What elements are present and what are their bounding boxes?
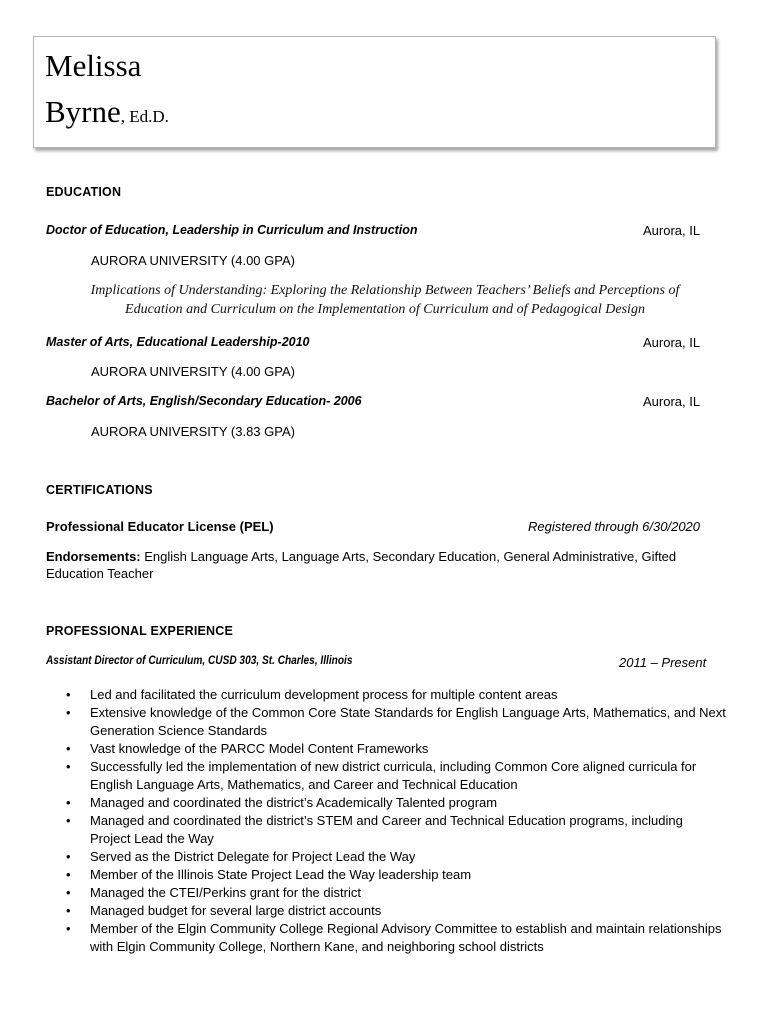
endorsements	[46, 548, 726, 582]
bullet-icon: •	[66, 687, 71, 702]
responsibility-text: Served as the District Delegate for Project Lead the Way	[90, 849, 416, 864]
responsibility-item	[66, 920, 726, 956]
responsibility-text: Extensive knowledge of the Common Core State Standards for English Language Arts, Mathematics, and Next Generation Science Standards	[90, 705, 726, 738]
responsibility-text: Managed and coordinated the district’s STEM and Career and Technical Education programs, including Project Lead the Way	[90, 813, 683, 846]
responsibility-item	[66, 848, 726, 866]
responsibility-item	[66, 758, 726, 794]
bullet-icon: •	[66, 813, 71, 828]
dissertation-line-2: Education and Curriculum on the Implementation of Curriculum and of Pedagogical Design	[125, 302, 645, 317]
first-name: Melissa	[45, 48, 142, 83]
responsibility-text: Managed and coordinated the district’s Academically Talented program	[90, 795, 498, 810]
bullet-icon: •	[66, 705, 71, 720]
degree-title-doctorate: Doctor of Education, Leadership in Curriculum and Instruction	[46, 223, 418, 237]
license-name: Professional Educator License (PEL)	[46, 519, 274, 534]
bullet-icon: •	[66, 795, 71, 810]
name-header-box	[33, 36, 716, 148]
job-title: Assistant Director of Curriculum, CUSD 303, St. Charles, Illinois	[46, 655, 353, 667]
bullet-icon: •	[66, 867, 71, 882]
responsibility-text: Successfully led the implementation of new district curricula, including Common Core aligned curricula for English Language Arts, Mathematics, and Career and Technical Education	[90, 759, 697, 792]
degree-location-masters: Aurora, IL	[643, 335, 701, 350]
responsibility-list	[46, 686, 726, 956]
endorsements-text: English Language Arts, Language Arts, Secondary Education, General Administrative, Gifted Education Teacher	[46, 549, 677, 581]
endorsements-label: Endorsements:	[46, 549, 141, 564]
last-name: Byrne	[45, 94, 121, 129]
responsibility-item	[66, 740, 726, 758]
responsibility-item	[66, 794, 726, 812]
degree-title-bachelors: Bachelor of Arts, English/Secondary Education- 2006	[46, 394, 362, 408]
responsibility-text: Managed budget for several large district accounts	[90, 903, 382, 918]
credential: , Ed.D.	[120, 107, 169, 126]
responsibility-text: Led and facilitated the curriculum development process for multiple content areas	[90, 687, 558, 702]
responsibility-text: Vast knowledge of the PARCC Model Content Frameworks	[90, 741, 429, 756]
job-dates: 2011 – Present	[619, 655, 707, 670]
bullet-icon: •	[66, 921, 71, 936]
last-name-line	[45, 95, 169, 134]
bullet-icon: •	[66, 741, 71, 756]
degree-school-bachelors: AURORA UNIVERSITY (3.83 GPA)	[91, 424, 295, 439]
responsibility-item	[66, 866, 726, 884]
bullet-icon: •	[66, 903, 71, 918]
bullet-icon: •	[66, 849, 71, 864]
responsibility-text: Managed the CTEI/Perkins grant for the district	[90, 885, 361, 900]
responsibility-item	[66, 704, 726, 740]
degree-location-doctorate: Aurora, IL	[643, 223, 701, 238]
bullet-icon: •	[66, 759, 71, 774]
responsibility-item	[66, 902, 726, 920]
dissertation-line-1: Implications of Understanding: Exploring the Relationship Between Teachers’ Beliefs and Perceptions of	[90, 283, 680, 298]
responsibility-item	[66, 812, 726, 848]
education-heading: EDUCATION	[46, 185, 122, 199]
responsibility-text: Member of the Elgin Community College Regional Advisory Committee to establish and maintain relationships with Elgin Community College, Northern Kane, and neighboring school districts	[90, 921, 722, 954]
degree-location-bachelors: Aurora, IL	[643, 394, 701, 409]
license-registration: Registered through 6/30/2020	[528, 519, 701, 534]
degree-school-masters: AURORA UNIVERSITY (4.00 GPA)	[91, 364, 295, 379]
responsibility-item	[66, 686, 726, 704]
responsibility-text: Member of the Illinois State Project Lead the Way leadership team	[90, 867, 472, 882]
degree-school-doctorate: AURORA UNIVERSITY (4.00 GPA)	[91, 253, 295, 268]
dissertation-title	[55, 281, 715, 319]
bullet-icon: •	[66, 885, 71, 900]
certifications-heading: CERTIFICATIONS	[46, 483, 153, 497]
degree-title-masters: Master of Arts, Educational Leadership-2010	[46, 335, 310, 349]
responsibility-item	[66, 884, 726, 902]
experience-heading: PROFESSIONAL EXPERIENCE	[46, 624, 234, 638]
